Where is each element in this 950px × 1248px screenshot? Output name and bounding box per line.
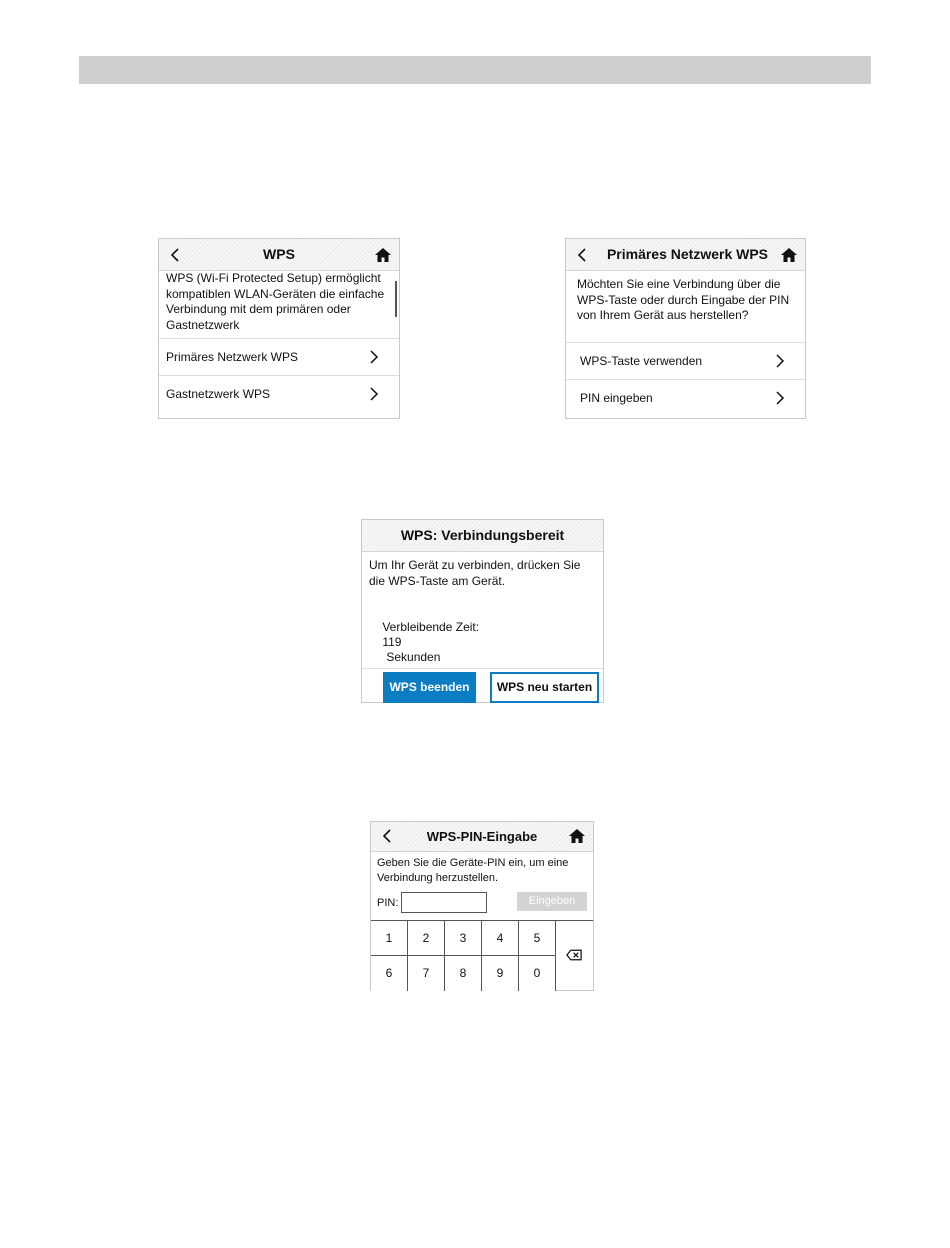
key-0[interactable]: 0 [519,956,556,991]
home-icon[interactable] [568,827,586,845]
back-icon[interactable] [379,827,397,845]
pin-keypad [371,920,593,991]
list-item-label: Primäres Netzwerk WPS [166,350,299,364]
list-item-guest-wps[interactable] [159,375,399,412]
screen-title: WPS: Verbindungsbereit [400,527,565,543]
screen-title: WPS-PIN-Eingabe [426,829,538,844]
screen-header [362,520,603,552]
connect-instructions: Um Ihr Gerät zu verbinden, drücken Sie die WPS-Taste am Gerät. [369,558,581,588]
screen-wps [158,238,400,419]
backspace-icon [566,949,583,961]
back-icon[interactable] [574,246,592,264]
key-4[interactable]: 4 [482,921,519,956]
chevron-right-icon [367,349,381,365]
key-5[interactable]: 5 [519,921,556,956]
chevron-right-icon [367,386,381,402]
chevron-right-icon [773,390,787,406]
scrollbar[interactable] [395,281,397,317]
key-2[interactable]: 2 [408,921,445,956]
pin-label: PIN: [377,897,399,909]
list-item-label: WPS-Taste verwenden [580,354,703,368]
remaining-time-label: Verbleibende Zeit: [382,620,480,634]
screen-header [159,239,399,271]
list-item-label: Gastnetzwerk WPS [166,387,271,401]
pin-instructions: Geben Sie die Geräte-PIN ein, um eine Verbindung herzustellen. [377,857,569,884]
back-icon[interactable] [167,246,185,264]
screen-title: WPS [263,246,295,262]
list-item-enter-pin[interactable] [566,379,805,416]
key-1[interactable]: 1 [371,921,408,956]
restart-wps-button[interactable]: WPS neu starten [490,672,599,703]
connection-question: Möchten Sie eine Verbindung über die WPS-Taste oder durch Eingabe der PIN von Ihrem Gerät aus herstellen? [577,277,790,322]
screen-title: Primäres Netzwerk WPS [606,246,769,262]
list-item-label: PIN eingeben [580,391,653,405]
key-3[interactable]: 3 [445,921,482,956]
list-item-use-wps-button[interactable] [566,342,805,379]
button-bar-divider [362,668,603,669]
home-icon[interactable] [780,246,798,264]
pin-input[interactable] [401,892,487,913]
remaining-time-value: 119 [382,635,402,649]
key-7[interactable]: 7 [408,956,445,991]
chevron-right-icon [773,353,787,369]
wps-description: WPS (Wi-Fi Protected Setup) ermöglicht kompatiblen WLAN-Geräten die einfache Verbindung mit dem primären oder Gastnetzwerk [166,271,385,332]
backspace-key[interactable] [556,921,593,990]
screen-primary-network-wps [565,238,806,419]
screen-header [371,822,593,852]
submit-pin-button[interactable]: Eingeben [517,892,587,911]
screen-header [566,239,805,271]
list-item-primary-wps[interactable] [159,338,399,375]
key-8[interactable]: 8 [445,956,482,991]
stop-wps-button[interactable]: WPS beenden [383,672,476,703]
screen-wps-pin-entry [370,821,594,991]
screen-wps-ready [361,519,604,703]
home-icon[interactable] [374,246,392,264]
remaining-time-unit: Sekunden [386,650,441,664]
key-6[interactable]: 6 [371,956,408,991]
key-9[interactable]: 9 [482,956,519,991]
header-band [79,56,871,84]
